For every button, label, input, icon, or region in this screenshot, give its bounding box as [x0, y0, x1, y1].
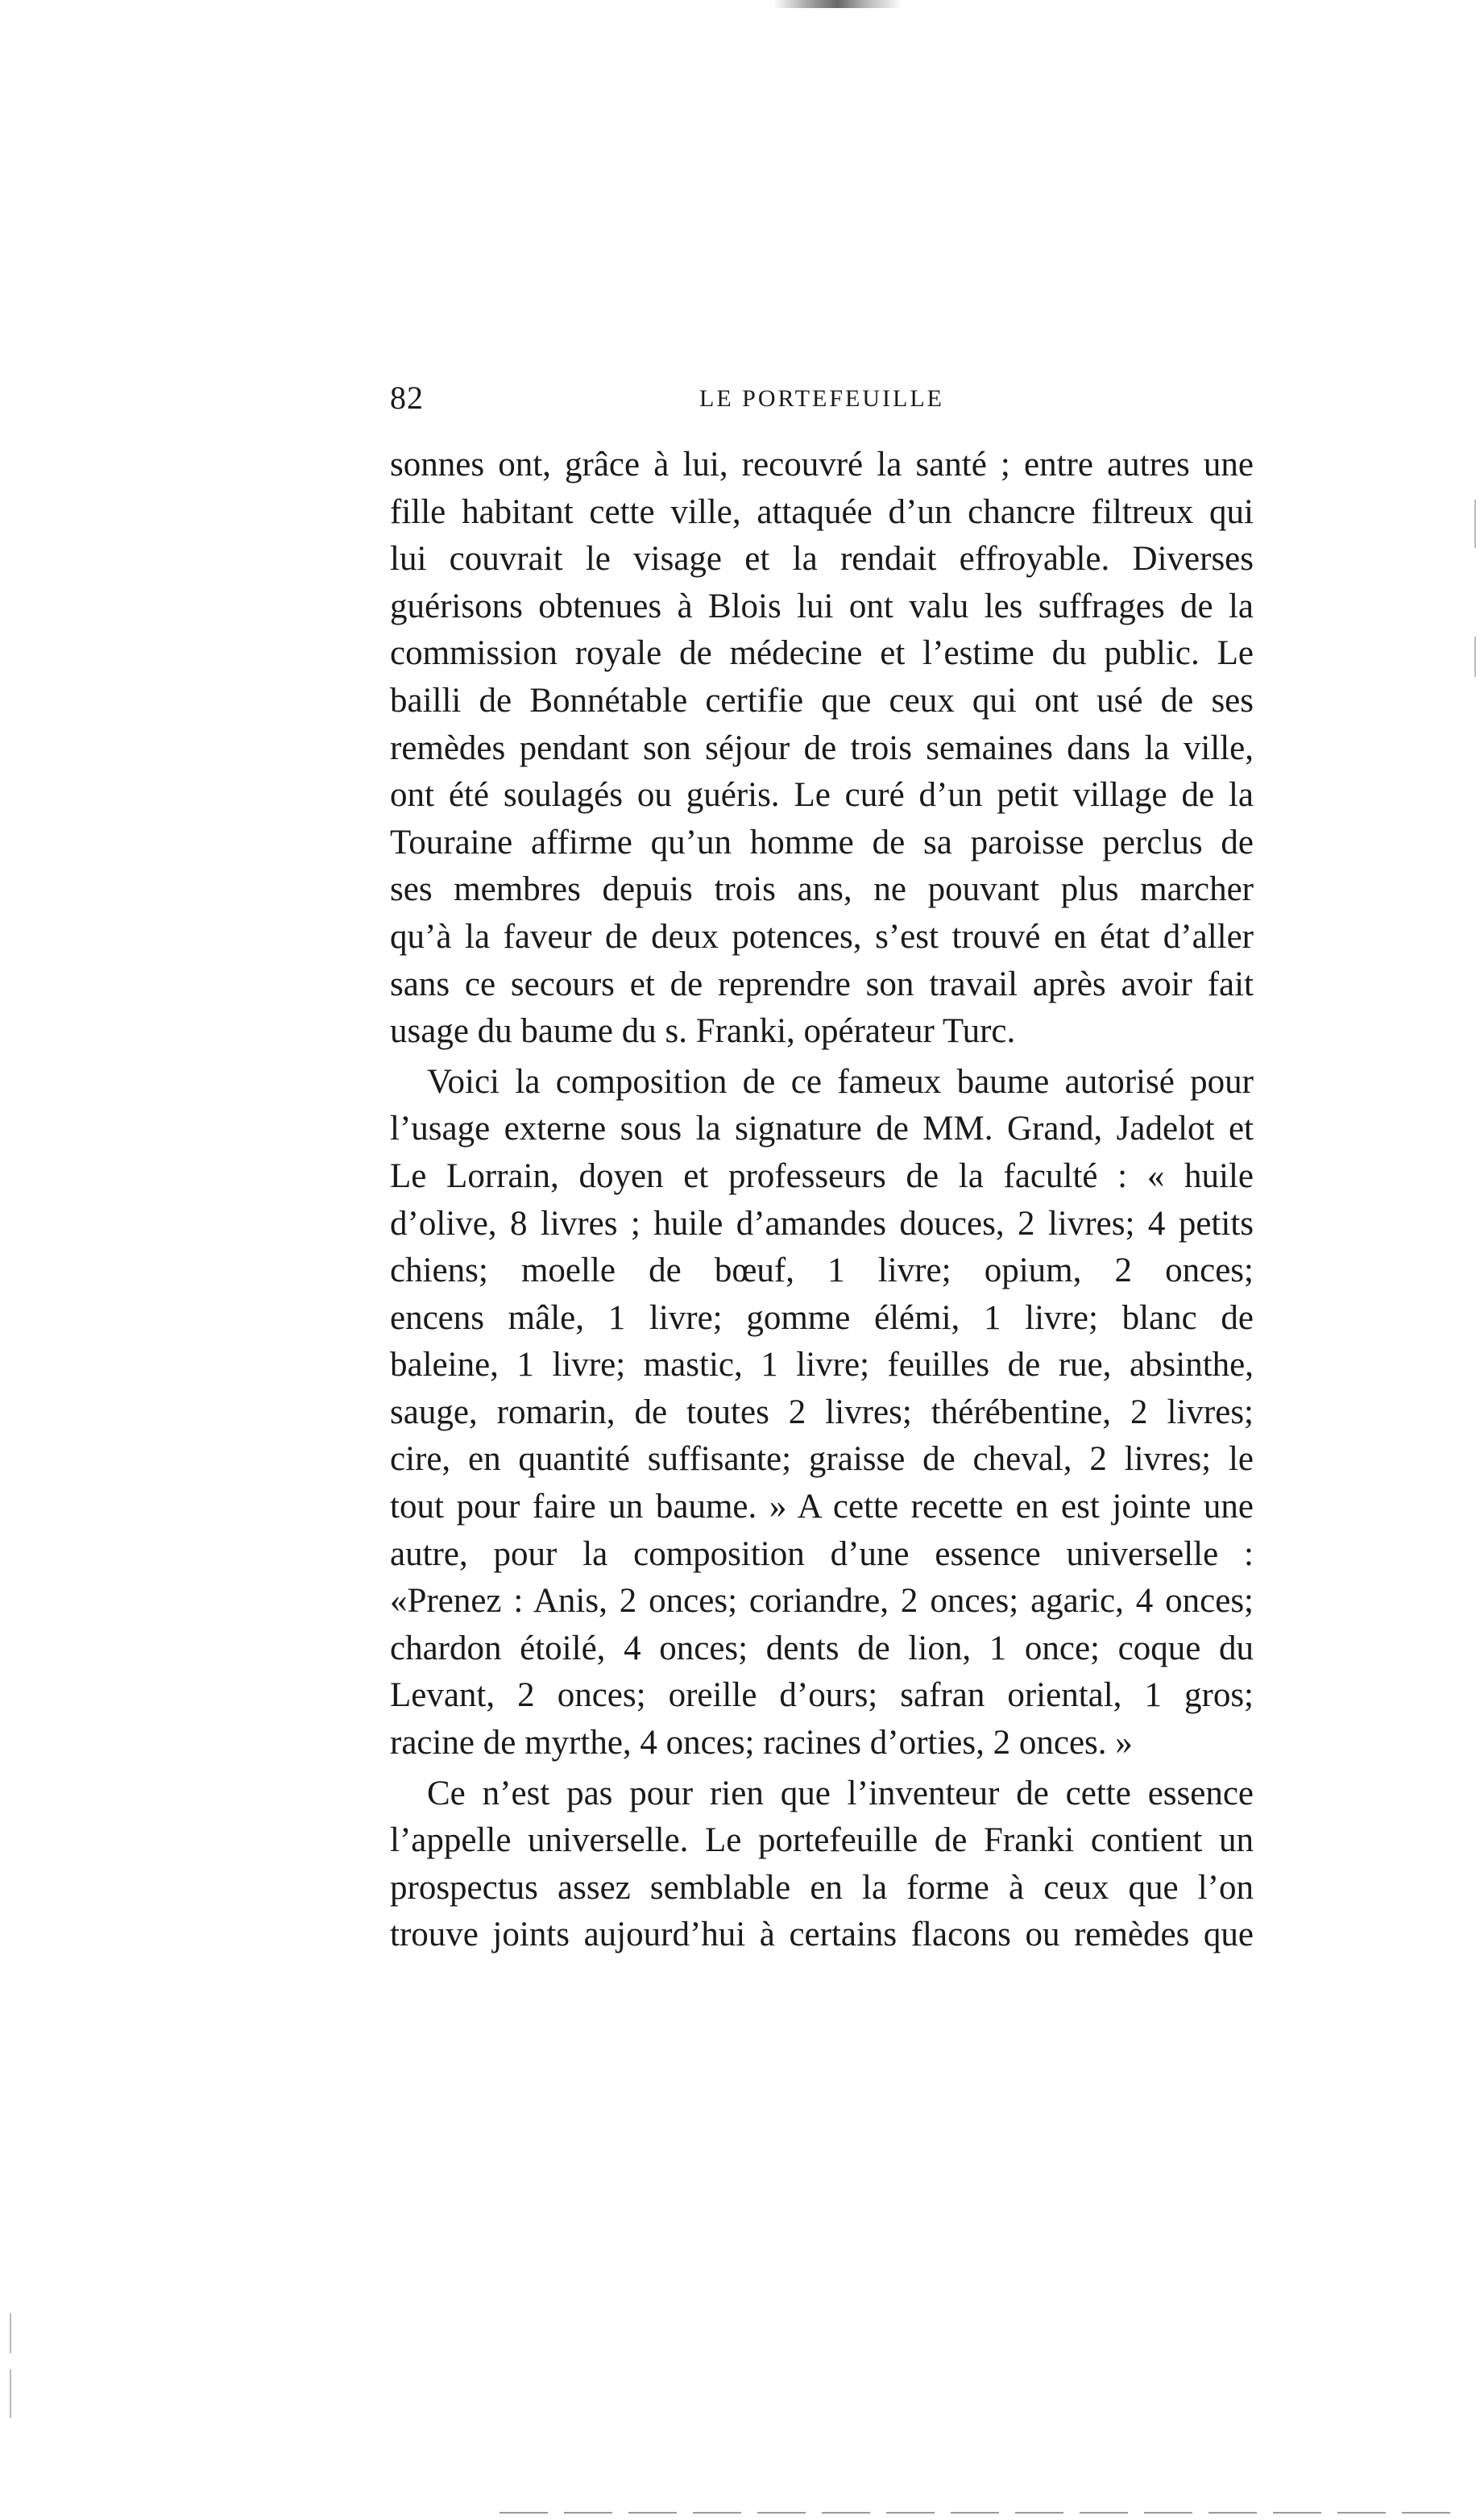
edge-mark — [10, 2313, 11, 2353]
text-line: Voici la composition de ce fameux baume autorisé pour — [427, 1062, 1254, 1101]
text-line: bailli de Bonnétable certifie que ceux qui ont usé de ses — [390, 681, 1254, 720]
text-line: sauge, romarin, de toutes 2 livres; thérébentine, 2 livres; — [390, 1393, 1254, 1431]
text-line: encens mâle, 1 livre; gomme élémi, 1 livre; blanc de — [390, 1298, 1254, 1337]
text-line: lui couvrait le visage et la rendait effroyable. Diverses — [390, 540, 1254, 579]
text-line: racine de myrthe, 4 onces; racines d’orties, 2 onces. » — [390, 1724, 1133, 1762]
paragraph — [390, 442, 1254, 1056]
paragraph — [390, 1059, 1254, 1767]
text-line: baleine, 1 livre; mastic, 1 livre; feuilles de rue, absinthe, — [390, 1346, 1254, 1385]
edge-mark — [10, 2369, 11, 2418]
text-line: prospectus assez semblable en la forme à ceux que l’on — [390, 1868, 1254, 1907]
text-line: ses membres depuis trois ans, ne pouvant plus marcher — [390, 870, 1254, 909]
text-line: Ce n’est pas pour rien que l’inventeur de cette essence — [427, 1774, 1254, 1812]
text-line: Levant, 2 onces; oreille d’ours; safran oriental, 1 gros; — [390, 1676, 1254, 1715]
edge-mark — [1474, 637, 1476, 677]
text-line: chiens; moelle de bœuf, 1 livre; opium, 2 onces; — [390, 1252, 1254, 1290]
text-line: fille habitant cette ville, attaquée d’un chancre filtreux qui — [390, 492, 1254, 531]
page-number: 82 — [390, 380, 424, 416]
text-line: cire, en quantité suffisante; graisse de cheval, 2 livres; le — [390, 1440, 1254, 1479]
text-line: chardon étoilé, 4 onces; dents de lion, 1 once; coque du — [390, 1629, 1254, 1667]
text-line: d’olive, 8 livres ; huile d’amandes douces, 2 livres; 4 petits — [390, 1204, 1254, 1243]
bottom-dashed-rule — [500, 2512, 1466, 2514]
scan-artifact — [773, 0, 902, 8]
text-line: remèdes pendant son séjour de trois semaines dans la ville, — [390, 729, 1254, 767]
text-line: sans ce secours et de reprendre son travail après avoir fait — [390, 965, 1254, 1003]
text-line: ont été soulagés ou guéris. Le curé d’un petit village de la — [390, 776, 1254, 815]
text-line: sonnes ont, grâce à lui, recouvré la santé ; entre autres une — [390, 446, 1254, 484]
text-line: «Prenez : Anis, 2 onces; coriandre, 2 onces; agaric, 4 onces; — [390, 1582, 1254, 1621]
text-line: l’appelle universelle. Le portefeuille de Franki contient un — [390, 1821, 1254, 1860]
paragraph — [390, 1771, 1254, 1959]
text-line: trouve joints aujourd’hui à certains flacons ou remèdes que — [390, 1916, 1254, 1954]
text-line: commission royale de médecine et l’estime du public. Le — [390, 634, 1254, 673]
edge-mark — [1474, 500, 1476, 548]
text-line: autre, pour la composition d’une essence universelle : — [390, 1534, 1254, 1573]
text-line: usage du baume du s. Franki, opérateur Turc. — [390, 1012, 1016, 1051]
text-line: Le Lorrain, doyen et professeurs de la faculté : « huile — [390, 1156, 1254, 1195]
text-line: tout pour faire un baume. » A cette recette en est jointe une — [390, 1488, 1254, 1526]
text-line: guérisons obtenues à Blois lui ont valu les suffrages de la — [390, 587, 1254, 625]
text-line: Touraine affirme qu’un homme de sa paroisse perclus de — [390, 823, 1254, 861]
page-header — [390, 379, 1254, 427]
text-line: qu’à la faveur de deux potences, s’est trouvé en état d’aller — [390, 917, 1254, 956]
body-text — [390, 442, 1254, 1962]
text-line: l’usage externe sous la signature de MM. Grand, Jadelot et — [390, 1110, 1254, 1148]
running-head: LE PORTEFEUILLE — [699, 385, 944, 412]
